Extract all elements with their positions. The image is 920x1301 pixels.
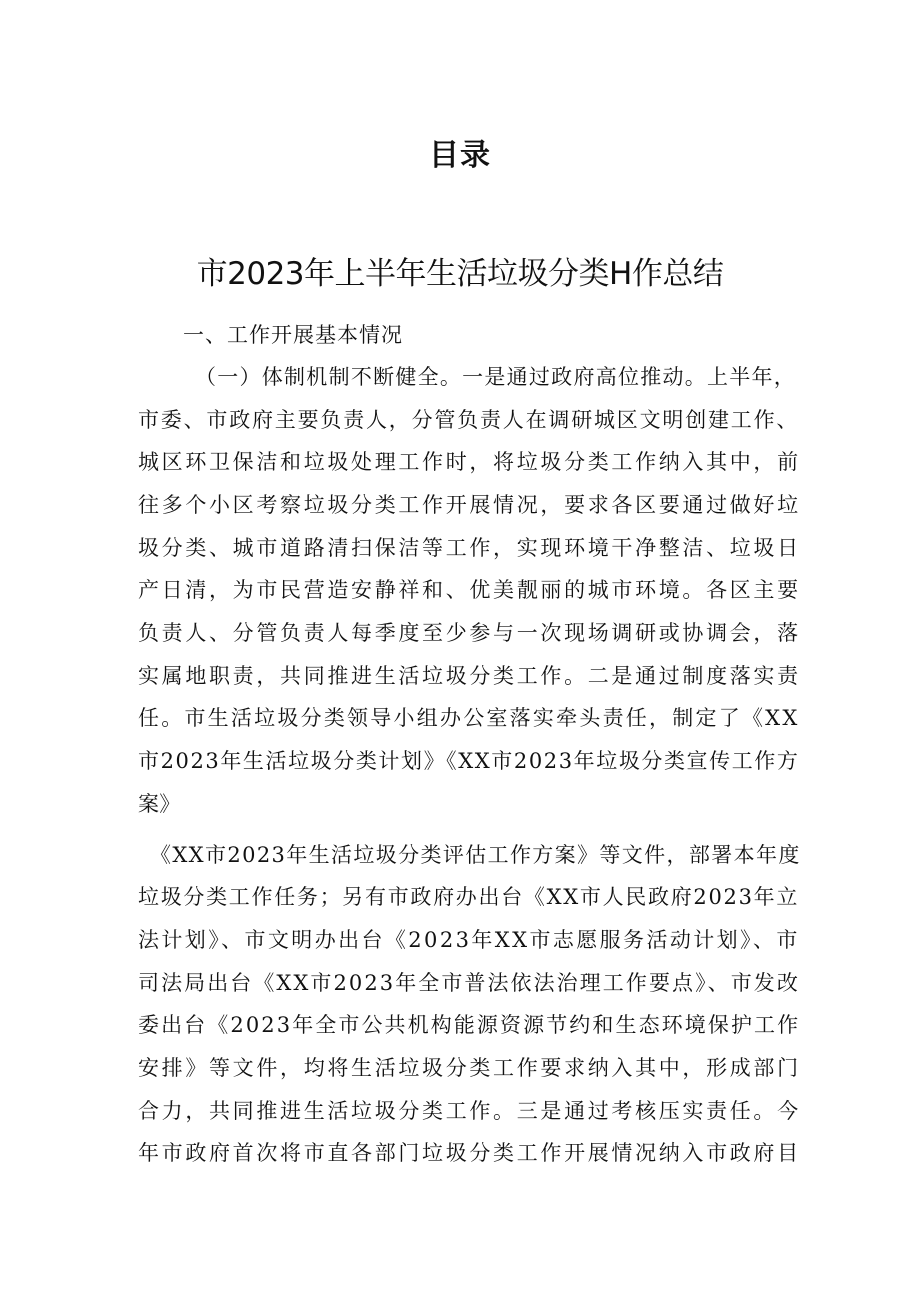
- paragraph-line: 安排》等文件，均将生活垃圾分类工作要求纳入其中，形成部门: [138, 1056, 801, 1080]
- paragraph-line: 合力，共同推进生活垃圾分类工作。三是通过考核压实责任。今: [138, 1099, 801, 1123]
- toc-title: 目录: [429, 138, 491, 173]
- paragraph-line: 实属地职责，共同推进生活垃圾分类工作。二是通过制度落实责: [138, 664, 801, 688]
- paragraph-line: 任。市生活垃圾分类领导小组办公室落实牵头责任，制定了《XX: [138, 706, 800, 730]
- paragraph-line: 司法局出台《XX市2023年全市普法依法治理工作要点》、市发改: [138, 971, 800, 995]
- paragraph-line: （一）体制机制不断健全。一是通过政府高位推动。上半年，: [195, 365, 797, 389]
- paragraph-line: 垃圾分类工作任务；另有市政府办出台《XX市人民政府2023年立: [138, 885, 800, 909]
- paragraph-line: 委出台《2023年全市公共机构能源资源节约和生态环境保护工作: [138, 1013, 801, 1037]
- paragraph-line: 城区环卫保洁和垃圾处理工作时，将垃圾分类工作纳入其中，前: [138, 450, 801, 474]
- paragraph-line: 案》: [138, 792, 181, 816]
- paragraph-line: 负责人、分管负责人每季度至少参与一次现场调研或协调会，落: [138, 621, 801, 645]
- paragraph-line: 产日清，为市民营造安静祥和、优美靓丽的城市环境。各区主要: [138, 578, 801, 602]
- paragraph-line: 《XX市2023年生活垃圾分类评估工作方案》等文件，部署本年度: [150, 843, 801, 867]
- paragraph-line: 市委、市政府主要负责人，分管负责人在调研城区文明创建工作、: [138, 408, 800, 432]
- paragraph-line: 往多个小区考察垃圾分类工作开展情况，要求各区要通过做好垃: [138, 493, 801, 517]
- paragraph-line: 年市政府首次将市直各部门垃圾分类工作开展情况纳入市政府目: [138, 1141, 801, 1165]
- paragraph-line: 市2023年生活垃圾分类计划》《XX市2023年垃圾分类宣传工作方: [138, 749, 800, 773]
- paragraph-line: 圾分类、城市道路清扫保洁等工作，实现环境干净整洁、垃圾日: [138, 536, 801, 560]
- paragraph-line: 法计划》、市文明办出台《2023年XX市志愿服务活动计划》、市: [138, 928, 800, 952]
- section-heading: 一、工作开展基本情况: [183, 323, 403, 347]
- document-title: 市2023年上半年生活垃圾分类H作总结: [196, 256, 724, 292]
